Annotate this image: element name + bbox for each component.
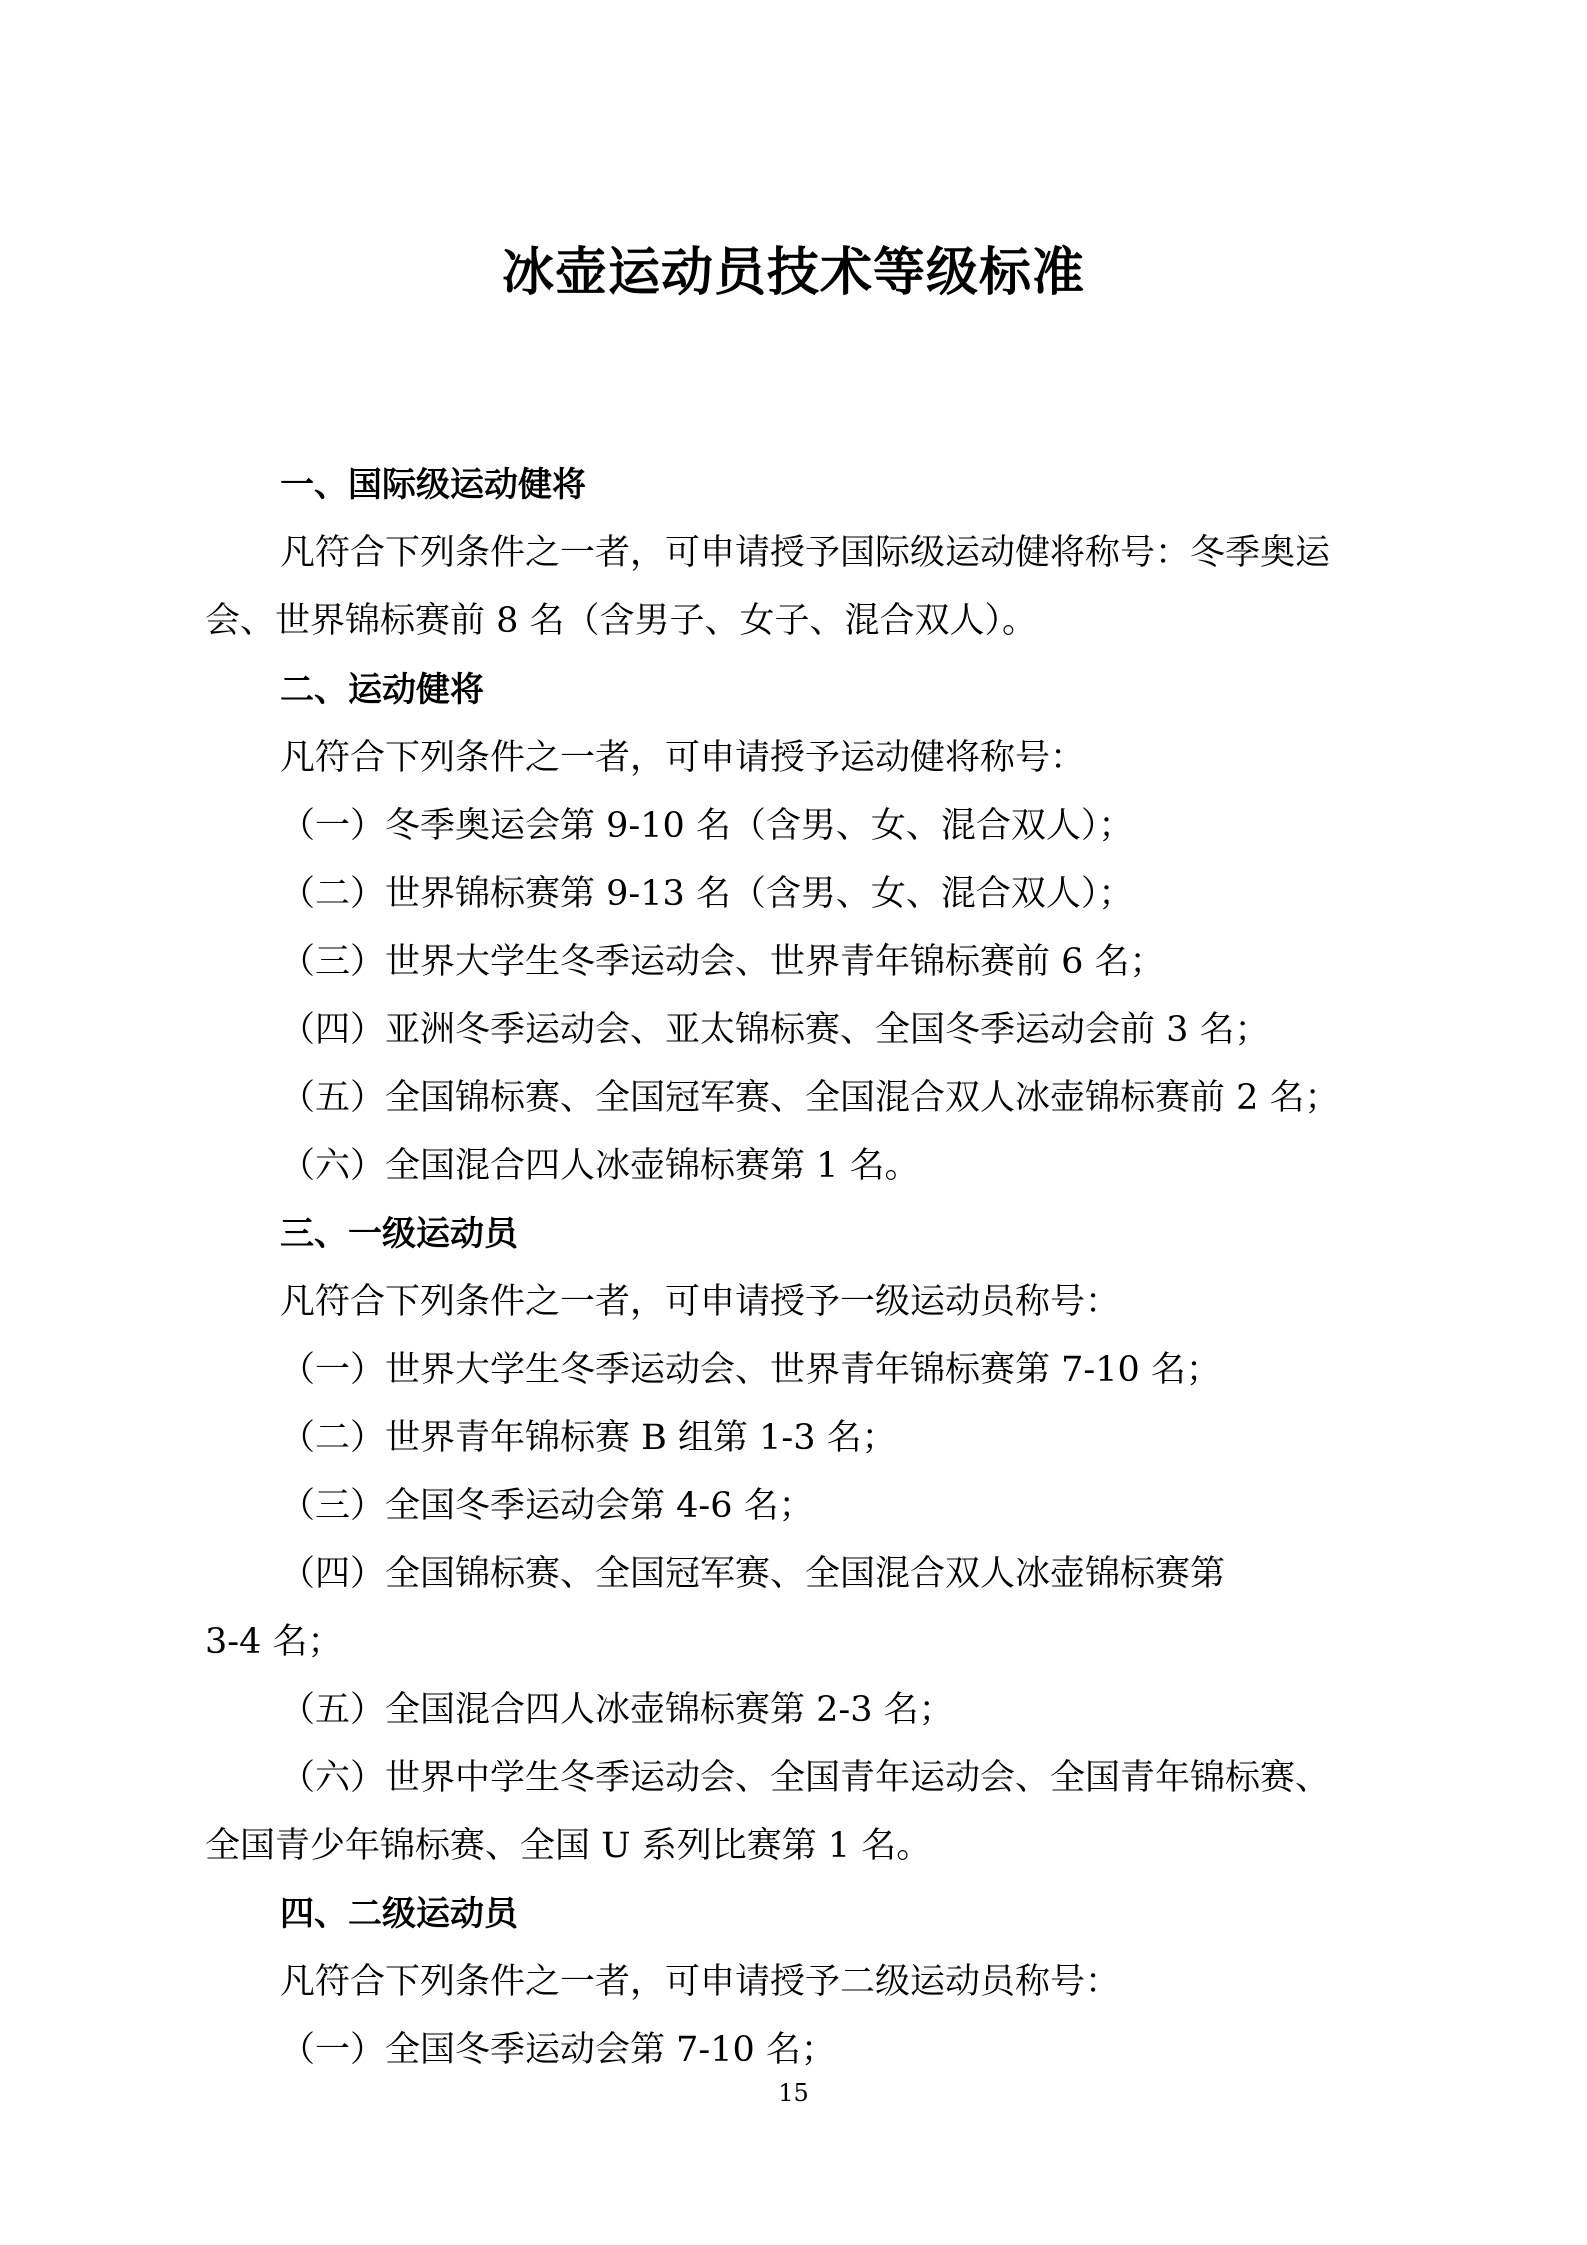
page-title: 冰壶运动员技术等级标准 [501,243,1085,303]
list-item: （二）世界青年锦标赛 B 组第 1-3 名； [280,1418,897,1458]
paragraph-line: 会、世界锦标赛前 8 名（含男子、女子、混合双人）。 [205,601,1038,641]
section-heading-international-master: 一、国际级运动健将 [280,465,586,505]
list-item: （三）全国冬季运动会第 4-6 名； [280,1486,814,1526]
paragraph-line: 凡符合下列条件之一者，可申请授予国际级运动健将称号：冬季奥运 [280,533,1331,573]
paragraph-line: 凡符合下列条件之一者，可申请授予运动健将称号： [280,738,1086,778]
list-item: （六）世界中学生冬季运动会、全国青年运动会、全国青年锦标赛、 [280,1758,1331,1798]
list-item: （三）世界大学生冬季运动会、世界青年锦标赛前 6 名； [280,942,1165,982]
list-item: （一）冬季奥运会第 9-10 名（含男、女、混合双人）； [280,806,1134,846]
list-item: （二）世界锦标赛第 9-13 名（含男、女、混合双人）； [280,874,1134,914]
section-heading-first-class: 三、一级运动员 [280,1214,518,1254]
page-number: 15 [778,2079,809,2107]
list-item: （一）世界大学生冬季运动会、世界青年锦标赛第 7-10 名； [280,1350,1221,1390]
paragraph-line: 凡符合下列条件之一者，可申请授予二级运动员称号： [280,1962,1121,2002]
list-item: （四）全国锦标赛、全国冠军赛、全国混合双人冰壶锦标赛第 [280,1554,1226,1594]
list-item-continuation: 全国青少年锦标赛、全国 U 系列比赛第 1 名。 [205,1826,932,1866]
list-item: （五）全国锦标赛、全国冠军赛、全国混合双人冰壶锦标赛前 2 名； [280,1078,1340,1118]
section-heading-master: 二、运动健将 [280,670,484,710]
list-item: （一）全国冬季运动会第 7-10 名； [280,2030,836,2070]
paragraph-line: 凡符合下列条件之一者，可申请授予一级运动员称号： [280,1282,1121,1322]
section-heading-second-class: 四、二级运动员 [280,1894,518,1934]
list-item-continuation: 3-4 名； [205,1622,343,1662]
list-item: （六）全国混合四人冰壶锦标赛第 1 名。 [280,1146,920,1186]
list-item: （五）全国混合四人冰壶锦标赛第 2-3 名； [280,1690,954,1730]
list-item: （四）亚洲冬季运动会、亚太锦标赛、全国冬季运动会前 3 名； [280,1010,1270,1050]
